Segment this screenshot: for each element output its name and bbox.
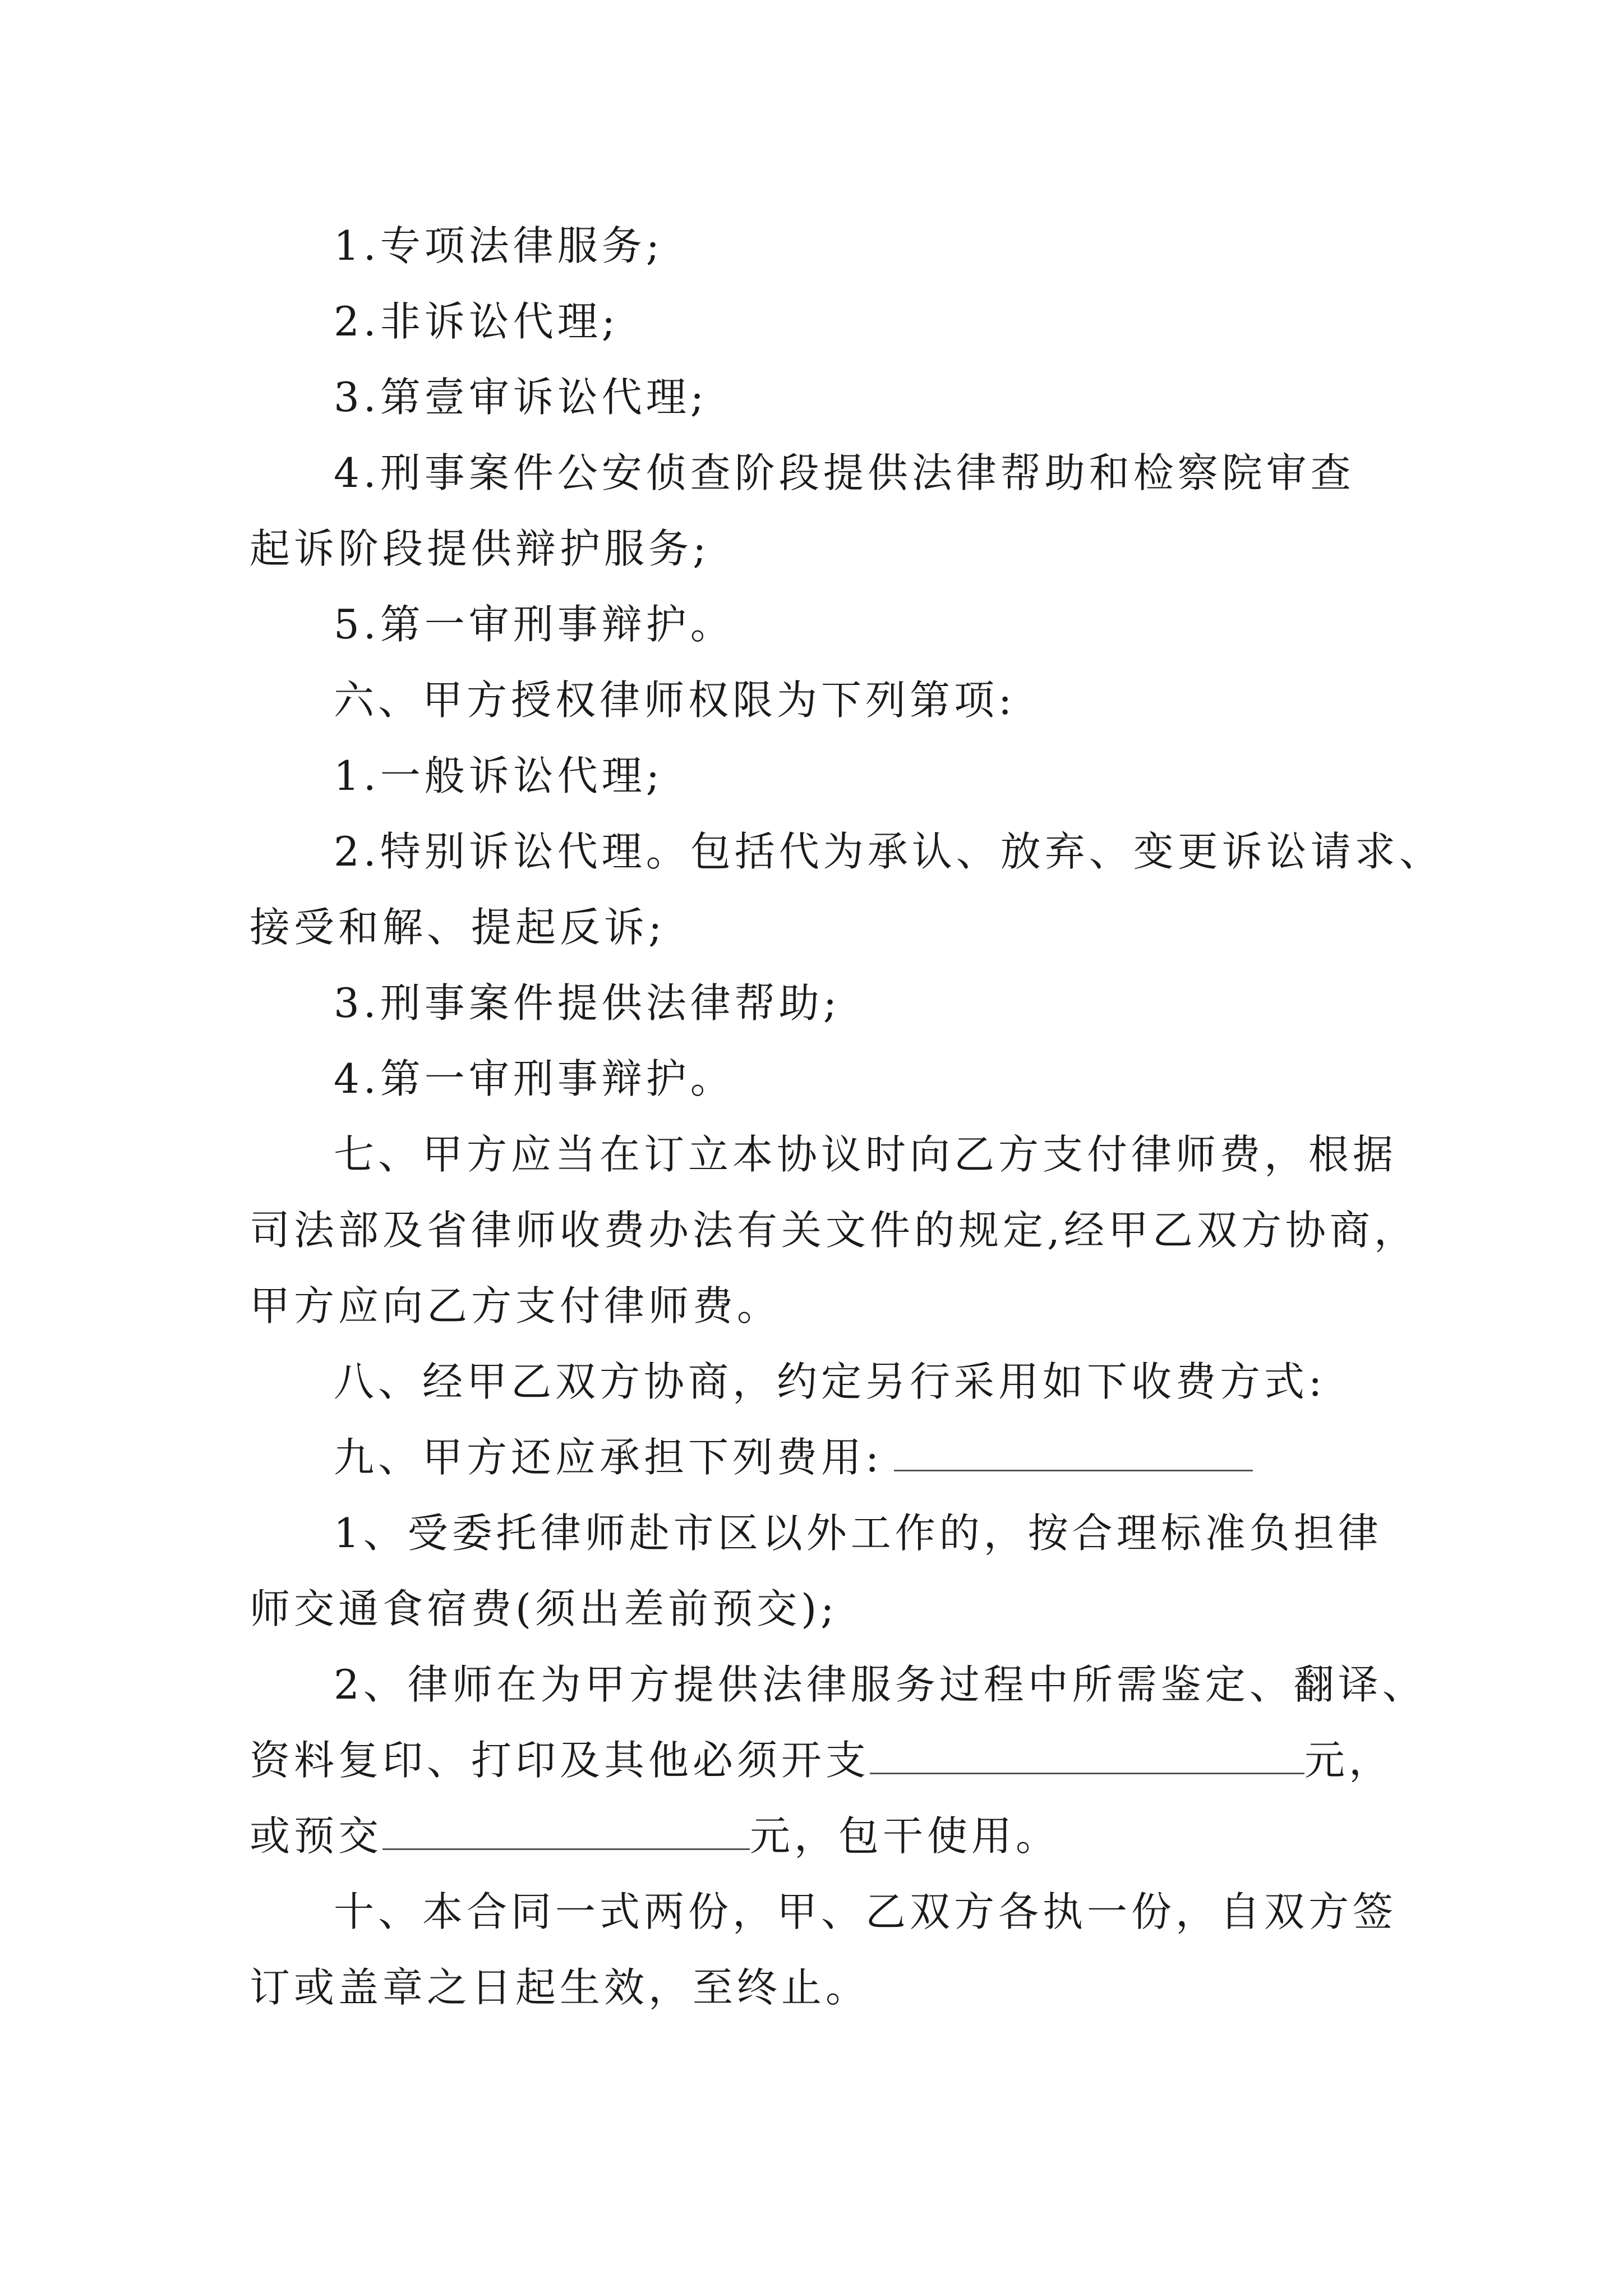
- expense-amount-blank: [870, 1736, 1304, 1774]
- expense-unit: 元，: [1304, 1737, 1394, 1784]
- clause-5-item-4-line-1: 4.刑事案件公安侦查阶段提供法律帮助和检察院审查: [334, 449, 1355, 496]
- clause-5-item-4-line-2: 起诉阶段提供辩护服务;: [250, 525, 711, 572]
- clause-6-item-4: 4.第一审刑事辩护。: [334, 1055, 735, 1102]
- clause-9-item-1-line-2: 师交通食宿费(须出差前预交);: [250, 1585, 838, 1632]
- clause-6-item-2-line-2: 接受和解、提起反诉;: [250, 904, 666, 951]
- clause-10-line-2: 订或盖章之日起生效，至终止。: [250, 1964, 870, 2011]
- clause-9-heading-text: 九、甲方还应承担下列费用:: [334, 1434, 883, 1481]
- fee-blank-line: [894, 1433, 1253, 1471]
- clause-5-item-1: 1.专项法律服务;: [334, 222, 663, 269]
- clause-6-item-3: 3.刑事案件提供法律帮助;: [334, 979, 841, 1027]
- expense-text: 资料复印、打印及其他必须开支: [250, 1737, 870, 1784]
- clause-5-item-5: 5.第一审刑事辩护。: [334, 601, 735, 648]
- clause-9-heading: [334, 1432, 1253, 1483]
- prepay-unit: 元，包干使用。: [750, 1812, 1061, 1860]
- clause-9-item-1-line-1: 1、受委托律师赴市区以外工作的，按合理标准负担律: [334, 1510, 1382, 1557]
- clause-5-item-3: 3.第壹审诉讼代理;: [334, 374, 708, 421]
- prepay-text: 或预交: [250, 1812, 383, 1860]
- clause-6-item-2-line-1: 2.特别诉讼代理。包括代为承认、放弃、变更诉讼请求、: [334, 828, 1444, 875]
- clause-9-item-2-line-3: [250, 1811, 1060, 1861]
- clause-10-line-1: 十、本合同一式两份，甲、乙双方各执一份，自双方签: [334, 1888, 1398, 1935]
- clause-8: 八、经甲乙双方协商，约定另行采用如下收费方式:: [334, 1358, 1326, 1405]
- clause-6-item-1: 1.一般诉讼代理;: [334, 752, 663, 799]
- prepay-amount-blank: [382, 1811, 750, 1850]
- clause-6-heading: 六、甲方授权律师权限为下列第项:: [334, 677, 1016, 724]
- clause-7-line-2: 司法部及省律师收费办法有关文件的规定,经甲乙双方协商，: [250, 1207, 1418, 1254]
- clause-7-line-3: 甲方应向乙方支付律师费。: [250, 1282, 782, 1329]
- clause-9-item-2-line-1: 2、律师在为甲方提供法律服务过程中所需鉴定、翻译、: [334, 1661, 1427, 1708]
- clause-5-item-2: 2.非诉讼代理;: [334, 298, 619, 345]
- clause-9-item-2-line-2: [250, 1735, 1393, 1786]
- clause-7-line-1: 七、甲方应当在订立本协议时向乙方支付律师费，根据: [334, 1131, 1398, 1178]
